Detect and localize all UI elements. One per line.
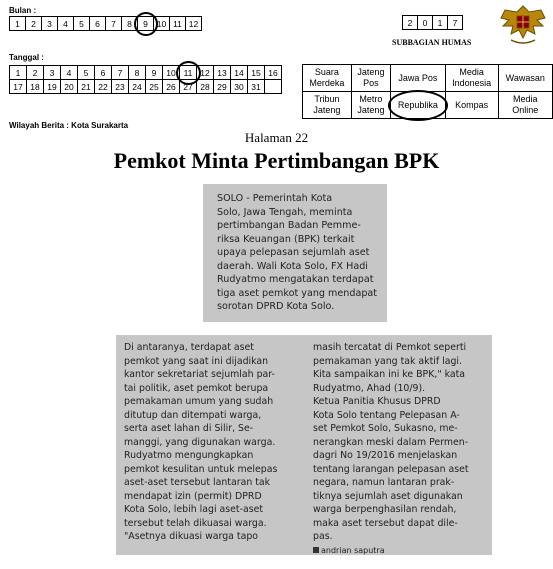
date-cell: 12 [197, 66, 214, 80]
article-lead-clipping [203, 184, 387, 322]
photo-credit [313, 544, 489, 558]
article-column-text: masih tercatat di Pemkot seperti pemakaman yang tak aktif lagi. Kita sampaikan ini ke BPK," kata Rudyatmo, Ahad (10/9). Ketua Panitia Khusus DPRD Kota Solo tentang Pelepasan A- set Pemkot Solo, Sukasno, me- nerangkan meski dalam Permen- dagri No 19/2016 menjelaskan tentang larangan pelepasan aset negara, namun lantaran prak- tiknya sejumlah aset digunakan warga berpenghasilan rendah, maka aset tersebut dapat dile- pas. [313, 342, 469, 542]
media-selection-circle [388, 90, 449, 121]
date-cell: 25 [146, 80, 163, 94]
media-cell: Media Indonesia [445, 65, 498, 92]
month-cell: 7 [106, 17, 122, 31]
date-cell: 7 [112, 66, 129, 80]
headline: Pemkot Minta Pertimbangan BPK [113, 148, 440, 173]
date-cell: 2 [27, 66, 44, 80]
year-box [402, 15, 463, 30]
article-lead-text: SOLO - Pemerintah Kota Solo, Jawa Tengah, meminta pertimbangan Badan Pemme- riksa Keuangan (BPK) terkait upaya pelepasan sejumlah aset daerah. Wali Kota Solo, FX Hadi Rudyatmo mengatakan terdapat tiga aset pemkot yang mendapat sorotan DPRD Kota Solo. [217, 193, 378, 312]
date-cell: 8 [129, 66, 146, 80]
date-cell: 19 [44, 80, 61, 94]
article-column-right [313, 341, 489, 557]
year-digit: 0 [418, 16, 433, 30]
article-body-clipping [116, 335, 492, 555]
date-cell: 21 [78, 80, 95, 94]
date-cell: 30 [231, 80, 248, 94]
date-cell: 29 [214, 80, 231, 94]
media-cell: Jawa Pos [391, 65, 446, 92]
media-cell: Republika [391, 92, 446, 119]
date-cell: 13 [214, 66, 231, 80]
date-cell: 1 [10, 66, 27, 80]
year-digit: 1 [433, 16, 448, 30]
date-cell: 14 [231, 66, 248, 80]
date-cell: 24 [129, 80, 146, 94]
bulan-label: Bulan : [9, 6, 37, 15]
month-cell: 2 [26, 17, 42, 31]
date-cell: 5 [78, 66, 95, 80]
date-cell: 6 [95, 66, 112, 80]
date-cell: 16 [265, 66, 282, 80]
wilayah-label: Wilayah Berita : Kota Surakarta [9, 121, 129, 130]
month-cell: 3 [42, 17, 58, 31]
date-cell: 26 [163, 80, 180, 94]
date-cell: 20 [61, 80, 78, 94]
media-cell: Suara Merdeka [303, 65, 352, 92]
month-cell: 5 [74, 17, 90, 31]
media-cell: Tribun Jateng [303, 92, 352, 119]
month-cell: 12 [186, 17, 202, 31]
month-cell: 8 [122, 17, 138, 31]
date-cell: 27 [180, 80, 197, 94]
month-cell: 11 [170, 17, 186, 31]
media-cell: Media Online [498, 92, 553, 119]
media-cell: Metro Jateng [351, 92, 390, 119]
media-cell: Jateng Pos [351, 65, 390, 92]
date-cell: 4 [61, 66, 78, 80]
credit-text: andrian saputra [321, 545, 385, 555]
page-number: Halaman 22 [244, 130, 309, 145]
year-digit: 7 [448, 16, 463, 30]
date-cell: 28 [197, 80, 214, 94]
date-cell: 9 [146, 66, 163, 80]
month-selection-circle [134, 12, 158, 36]
month-table [9, 16, 202, 31]
month-cell: 6 [90, 17, 106, 31]
month-cell: 10 [154, 17, 170, 31]
media-cell: Kompas [445, 92, 498, 119]
garuda-emblem-icon [497, 2, 549, 46]
year-digit: 2 [403, 16, 418, 30]
article-column-text: Di antaranya, terdapat aset pemkot yang saat ini dijadikan kantor sekretariat sejumlah par- tai politik, aset pemkot berupa pemakaman umum yang sudah ditutup dan ditempati warga, serta aset lahan di Silir, Se- manggi, yang digunakan warga. Rudyatmo mengungkapkan pemkot kesulitan untuk melepas aset-aset tersebut lantaran tak mendapat izin (permit) DPRD Kota Solo, lebih lagi aset-aset tersebut telah dikuasai warga. "Asetnya dikuasi warga tapo [124, 342, 278, 542]
date-cell: 3 [44, 66, 61, 80]
tanggal-label: Tanggal : [9, 53, 44, 62]
media-cell: Wawasan [498, 65, 553, 92]
department-title: SUBBAGIAN HUMAS [392, 38, 472, 47]
date-cell: 11 [180, 66, 197, 80]
month-cell: 4 [58, 17, 74, 31]
date-cell [265, 80, 282, 94]
date-cell: 31 [248, 80, 265, 94]
square-bullet-icon [313, 547, 319, 553]
month-cell: 9 [138, 17, 154, 31]
date-cell: 17 [10, 80, 27, 94]
date-selection-circle [176, 61, 201, 85]
date-cell: 15 [248, 66, 265, 80]
date-cell: 22 [95, 80, 112, 94]
date-table [9, 65, 282, 94]
date-cell: 18 [27, 80, 44, 94]
date-cell: 23 [112, 80, 129, 94]
date-cell: 10 [163, 66, 180, 80]
month-cell: 1 [10, 17, 26, 31]
article-column-left [124, 341, 300, 544]
